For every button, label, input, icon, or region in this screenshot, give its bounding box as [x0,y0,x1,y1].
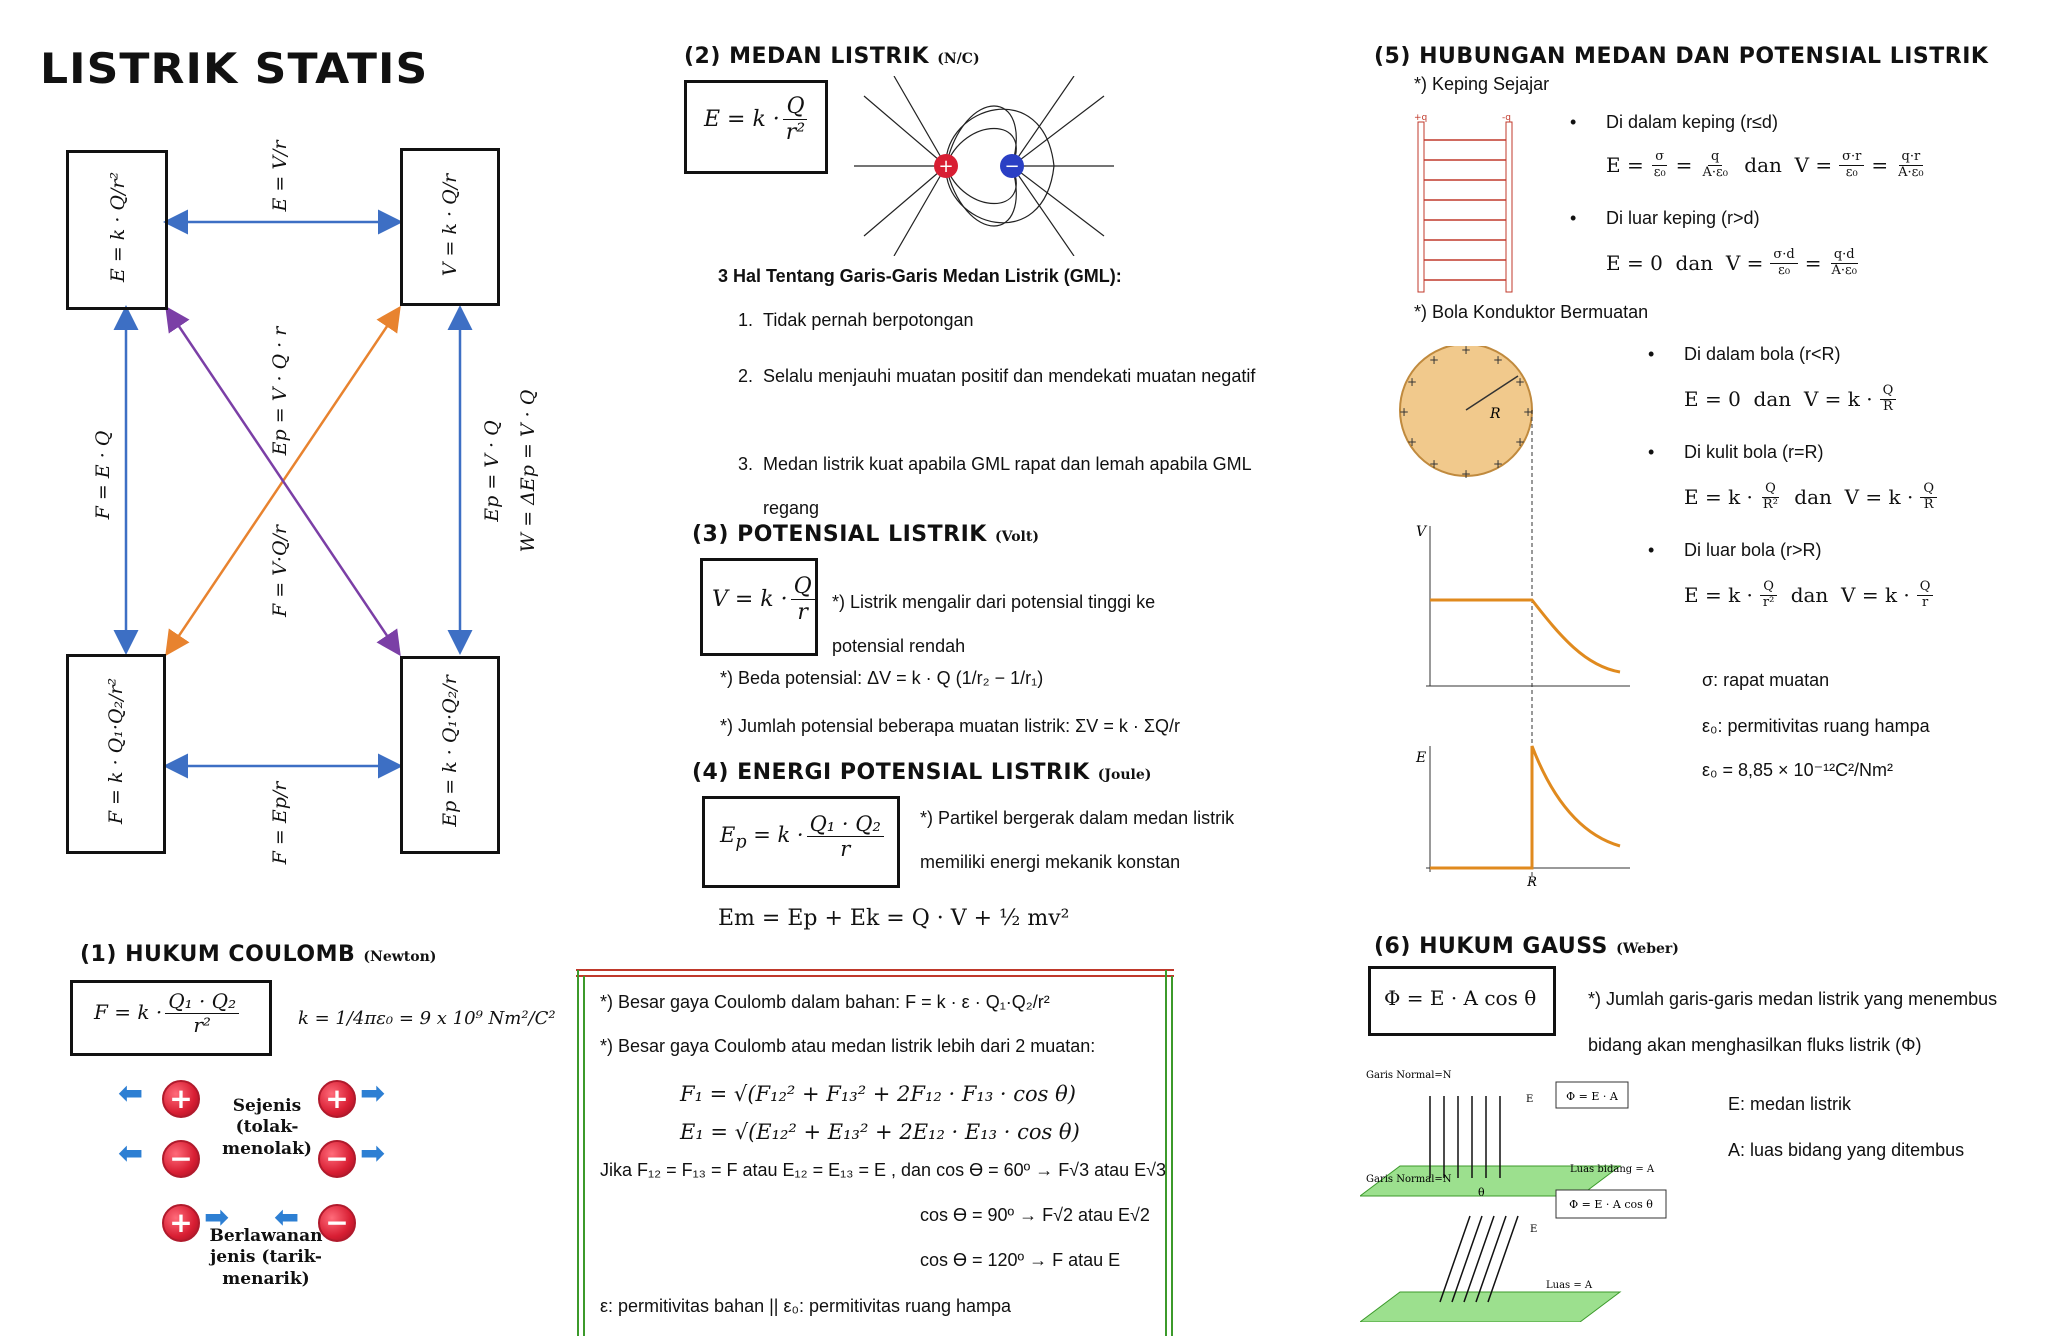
s6-a-label: A: luas bidang yang ditembus [1728,1140,1965,1160]
s6-formula: Φ = E · A cos θ [1384,986,1537,1010]
s3-formula: V = k · $\frac{Q}{r}$ [712,574,818,626]
svg-text:E: E [1530,1224,1538,1235]
label-arrow-top: E = V/r [269,140,291,212]
svg-text:+: + [1492,457,1504,471]
box-force-label: F = k · Q₁·Q₂/r² [105,677,127,825]
svg-text:Garis Normal=N: Garis Normal=N [1366,1174,1452,1185]
svg-text:+: + [1428,457,1440,471]
s1-formula: F = k · $\frac{\text{Q₁ · Q₂}}{\text{r²}}$ [94,990,242,1037]
gml-item-1: 1. Tidak pernah berpotongan [738,310,974,330]
svg-text:−: − [1004,156,1020,177]
parallel-plates-figure [1410,112,1520,302]
s5-luar-bola: • Di luar bola (r>R) [1684,540,1822,561]
s6-heading: (6) HUKUM GAUSS (Weber) [1374,934,1679,959]
s5-kulit-bola: • Di kulit bola (r=R) [1684,442,1824,463]
gml-title: 3 Hal Tentang Garis-Garis Medan Listrik (GML): [718,266,1122,286]
s3-heading: (3) POTENSIAL LISTRIK (Volt) [692,522,1039,547]
dipole-field-lines-figure [854,76,1174,256]
s4-mechanical-energy: Em = Ep + Ek = Q · V + ½ mv² [718,906,1070,931]
svg-text:+q: +q [1414,113,1428,123]
s5-heading: (5) HUBUNGAN MEDAN DAN POTENSIAL LISTRIK [1374,44,1989,69]
left-arrow-icon: ⬅ [274,1200,300,1235]
svg-text:E: E [1416,750,1427,766]
s5-dalam-bola-formula: E = 0 dan V = k · $\frac{Q}{R}$ [1684,384,1899,415]
s5-eps0-value: ε₀ = 8,85 × 10⁻¹²C²/Nm² [1702,760,1894,780]
s1-heading: (1) HUKUM COULOMB (Newton) [80,942,437,967]
gb-e1: E₁ = √(E₁₂² + E₁₃² + 2E₁₂ · E₁₃ · cos θ) [680,1120,1080,1144]
svg-text:+: + [1428,353,1440,367]
svg-text:+: + [1492,353,1504,367]
label-diag-2: F = V·Q/r [269,525,291,618]
s6-note: *) Jumlah garis-garis medan listrik yang menembus bidang akan menghasilkan fluks listrik (Φ) [1588,989,1998,1055]
s5-kulit-bola-formula: E = k · $\frac{Q}{\text{R²}}$ dan V = k · $\frac{Q}{R}$ [1684,482,1940,513]
svg-text:+: + [1406,375,1418,389]
s5-dalam-keping: • Di dalam keping (r≤d) [1606,112,1778,133]
svg-text:Luas bidang = A: Luas bidang = A [1570,1164,1655,1175]
gb-cos60: Jika F₁₂ = F₁₃ = F atau E₁₂ = E₁₃ = E , dan cos ϴ = 60º → F√3 atau E√3 [600,1160,1167,1180]
charged-sphere-graphs [1390,346,1650,896]
gml-item-3: 3. Medan listrik kuat apabila GML rapat dan lemah apabila GML regang [738,454,1251,518]
negative-charge-icon: − [318,1140,356,1178]
svg-text:+: + [1398,405,1410,419]
positive-charge-icon: + [162,1080,200,1118]
s3-note-2: *) Beda potensial: ΔV = k · Q (1/r₂ − 1/r₁) [720,668,1044,688]
svg-text:θ: θ [1478,1186,1485,1199]
box-electric-field-label: E = k · Q/r² [107,171,129,283]
s5-luar-keping-formula: E = 0 dan V = $\frac{\sigma\cdot d}{\text{ε₀}}$ = $\frac{q\cdot d}{\text{A·ε₀}}$ [1606,247,1857,278]
sejenis-label: Sejenis (tolak-menolak) [222,1096,312,1159]
gml-item-2: 2. Selalu menjauhi muatan positif dan mendekati muatan negatif [738,366,1256,386]
s3-note-3: *) Jumlah potensial beberapa muatan listrik: ΣV = k · ΣQ/r [720,716,1180,736]
left-arrow-icon: ⬅ [118,1076,144,1111]
box-potential-label: V = k · Q/r [439,173,461,277]
svg-text:R: R [1490,406,1501,422]
svg-text:Φ = E · A cos θ: Φ = E · A cos θ [1569,1198,1653,1211]
positive-charge-icon: + [318,1080,356,1118]
positive-charge-icon: + [162,1204,200,1242]
label-arrow-bottom: F = Ep/r [269,781,291,865]
box-energy-label: Ep = k · Q₁·Q₂/r [439,675,461,827]
svg-text:+: + [1460,346,1472,357]
green-frame [574,966,1176,1336]
s1-k-constant: k = 1/4πε₀ = 9 x 10⁹ Nm²/C² [298,1008,556,1029]
s5-dalam-keping-formula: E = $\frac{\sigma}{\text{ε₀}}$ = $\frac{q}{\text{A·ε₀}}$ dan V = $\frac{\sigma\cdot r}{\text{ε₀}}$ = $\frac{q\cdot r}{\text{A·ε₀}}$ [1606,149,1924,180]
s5-dalam-bola: • Di dalam bola (r<R) [1684,344,1841,365]
gauss-flux-figure [1360,1066,1680,1322]
negative-charge-icon: − [318,1204,356,1242]
svg-text:V: V [1416,524,1427,540]
s2-heading: (2) MEDAN LISTRIK (N/C) [684,44,980,69]
svg-text:+: + [1406,435,1418,449]
svg-text:E: E [1526,1094,1534,1105]
svg-text:+: + [1460,467,1472,481]
gb-f1: F₁ = √(F₁₂² + F₁₃² + 2F₁₂ · F₁₃ · cos θ) [680,1082,1076,1106]
s2-formula: E = k · $\frac{Q}{\text{r²}}$ [704,94,811,146]
gb-cos90: cos ϴ = 90º → F√2 atau E√2 [920,1205,1150,1225]
s4-formula: $E_p = k$ · $\frac{\text{Q₁ · Q₂}}{r}$ [720,812,887,861]
svg-text:Garis Normal=N: Garis Normal=N [1366,1070,1452,1081]
svg-text:+: + [1514,375,1526,389]
svg-text:-q: -q [1502,113,1511,123]
gb-line-2: *) Besar gaya Coulomb atau medan listrik lebih dari 2 muatan: [600,1036,1096,1056]
s5-sigma: σ: rapat muatan [1702,670,1830,690]
gb-epsilon: ε: permitivitas bahan || ε₀: permitivitas ruang hampa [600,1296,1012,1316]
right-arrow-icon: ➡ [204,1200,230,1235]
s5-eps0: ε₀: permitivitas ruang hampa [1702,716,1930,736]
label-diag-1: Ep = V · Q · r [269,326,291,456]
berlawanan-label: Berlawanan jenis (tarik-menarik) [209,1226,323,1289]
label-arrow-left: F = E · Q [92,430,114,520]
label-arrow-right-1: Ep = V · Q [481,420,503,522]
gb-line-1: *) Besar gaya Coulomb dalam bahan: F = k · ε · Q₁·Q₂/r² [600,992,1050,1012]
svg-text:+: + [938,156,954,177]
svg-text:R: R [1527,875,1537,890]
s5-luar-keping: • Di luar keping (r>d) [1606,208,1760,229]
page-title: LISTRIK STATIS [40,44,429,93]
negative-charge-icon: − [162,1140,200,1178]
svg-text:+: + [1522,405,1534,419]
svg-text:Φ = E · A: Φ = E · A [1566,1090,1618,1103]
svg-text:+: + [1514,435,1526,449]
svg-text:Luas = A: Luas = A [1546,1280,1593,1291]
right-arrow-icon: ➡ [360,1136,386,1171]
s5-bola-label: *) Bola Konduktor Bermuatan [1414,302,1649,322]
s4-heading: (4) ENERGI POTENSIAL LISTRIK (Joule) [692,760,1152,785]
label-arrow-right-2: W = ΔEp = V · Q [517,389,539,553]
s6-e-label: E: medan listrik [1728,1094,1852,1114]
s5-luar-bola-formula: E = k · $\frac{Q}{\text{r²}}$ dan V = k · $\frac{Q}{r}$ [1684,580,1936,611]
s5-keping-label: *) Keping Sejajar [1414,74,1550,94]
gb-cos120: cos ϴ = 120º → F atau E [920,1250,1121,1270]
s3-note-1: *) Listrik mengalir dari potensial tinggi ke potensial rendah [832,592,1156,656]
right-arrow-icon: ➡ [360,1076,386,1111]
s4-note: *) Partikel bergerak dalam medan listrik memiliki energi mekanik konstan [920,808,1235,872]
left-arrow-icon: ⬅ [118,1136,144,1171]
